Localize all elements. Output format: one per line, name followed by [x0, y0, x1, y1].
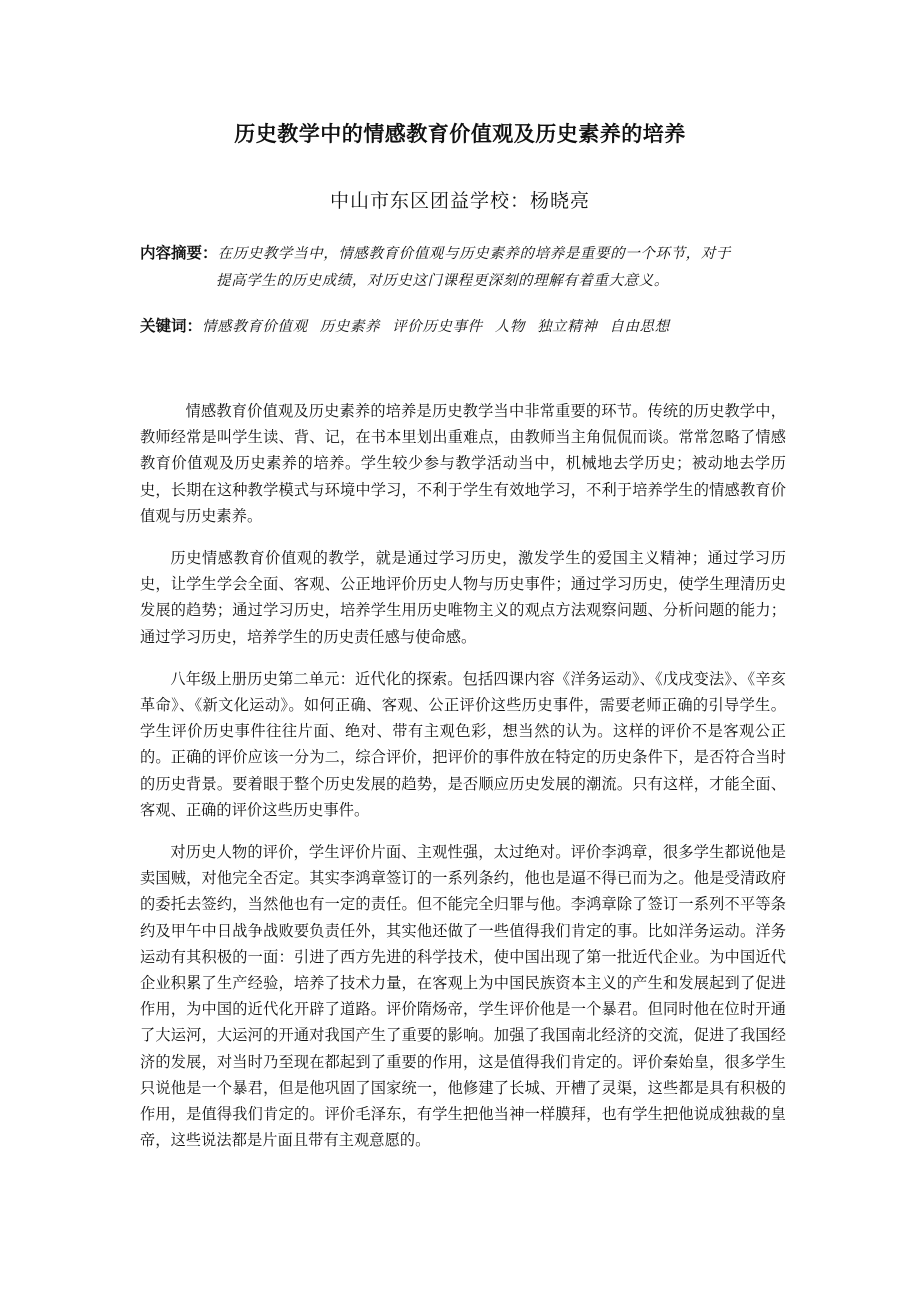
keywords-label: 关键词：: [140, 317, 203, 335]
document-title: 历史教学中的情感教育价值观及历史素养的培养: [234, 122, 686, 146]
keyword: 自由思想: [609, 319, 670, 335]
abstract-text-line2: 提高学生的历史成绩，对历史这门课程更深刻的理解有着重大意义。: [216, 273, 669, 289]
author-line: 中山市东区团益学校：杨晓亮: [329, 190, 590, 212]
body-paragraph: 八年级上册历史第二单元：近代化的探索。包括四课内容《洋务运动》、《戊戌变法》、《辛亥革命》、《新文化运动》。如何正确、客观、公正评价这些历史事件，需要老师正确的引导学生。学生评价历史事件往往片面、绝对、带有主观色彩，想当然的认为。这样的评价不是客观公正的。正确的评价应该一分为二，综合评价，把评价的事件放在特定的历史条件下，是否符合当时的历史背景。要着眼于整个历史发展的趋势，是否顺应历史发展的潮流。只有这样，才能全面、客观、正确的评价这些历史事件。: [140, 669, 786, 819]
body-paragraph: 历史情感教育价值观的教学，就是通过学习历史，激发学生的爱国主义精神；通过学习历史，让学生学会全面、客观、公正地评价历史人物与历史事件；通过学习历史，使学生理清历史发展的趋势；通过学习历史，培养学生用历史唯物主义的观点方法观察问题、分析问题的能力；通过学习历史，培养学生的历史责任感与使命感。: [140, 549, 786, 646]
abstract: [140, 240, 800, 295]
abstract-text-line1: 在历史教学当中，情感教育价值观与历史素养的培养是重要的一个环节，对于: [217, 246, 731, 262]
keyword: 情感教育价值观: [202, 319, 308, 335]
keywords: [140, 314, 800, 336]
body-paragraph: 情感教育价值观及历史素养的培养是历史教学当中非常重要的环节。传统的历史教学中，教师经常是叫学生读、背、记，在书本里划出重难点，由教师当主角侃侃而谈。常常忽略了情感教育价值观及历史素养的培养。学生较少参与教学活动当中，机械地去学历史；被动地去学历史，长期在这种教学模式与环境中学习，不利于学生有效地学习，不利于培养学生的情感教育价值观与历史素养。: [140, 402, 786, 525]
keyword: 历史素养: [319, 319, 381, 335]
body-paragraph: 对历史人物的评价，学生评价片面、主观性强，太过绝对。评价李鸿章，很多学生都说他是卖国贼，对他完全否定。其实李鸿章签订的一系列条约，他也是逼不得已而为之。他是受清政府的委托去签约，当然他也有一定的责任。但不能完全归罪与他。李鸿章除了签订一系列不平等条约及甲午中日战争战败要负责任外，其实他还做了一些值得我们肯定的事。比如洋务运动。洋务运动有其积极的一面：引进了西方先进的科学技术，使中国出现了第一批近代企业。为中国近代企业积累了生产经验，培养了技术力量，在客观上为中国民族资本主义的产生和发展起到了促进作用，为中国的近代化开辟了道路。评价隋炀帝，学生评价他是一个暴君。但同时他在位时开通了大运河，大运河的开通对我国产生了重要的影响。加强了我国南北经济的交流，促进了我国经济的发展，对当时乃至现在都起到了重要的作用，这是值得我们肯定的。评价秦始皇，很多学生只说他是一个暴君，但是他巩固了国家统一，他修建了长城、开槽了灵渠，这些都是具有积极的作用，是值得我们肯定的。评价毛泽东，有学生把他当神一样膜拜，也有学生把他说成独裁的皇帝，这些说法都是片面且带有主观意愿的。: [140, 843, 786, 1150]
abstract-label: 内容摘要：: [140, 244, 218, 262]
keyword: 独立精神: [536, 319, 598, 335]
keyword: 人物: [494, 319, 525, 335]
document-body: [140, 398, 786, 1169]
keyword: 评价历史事件: [392, 319, 483, 335]
